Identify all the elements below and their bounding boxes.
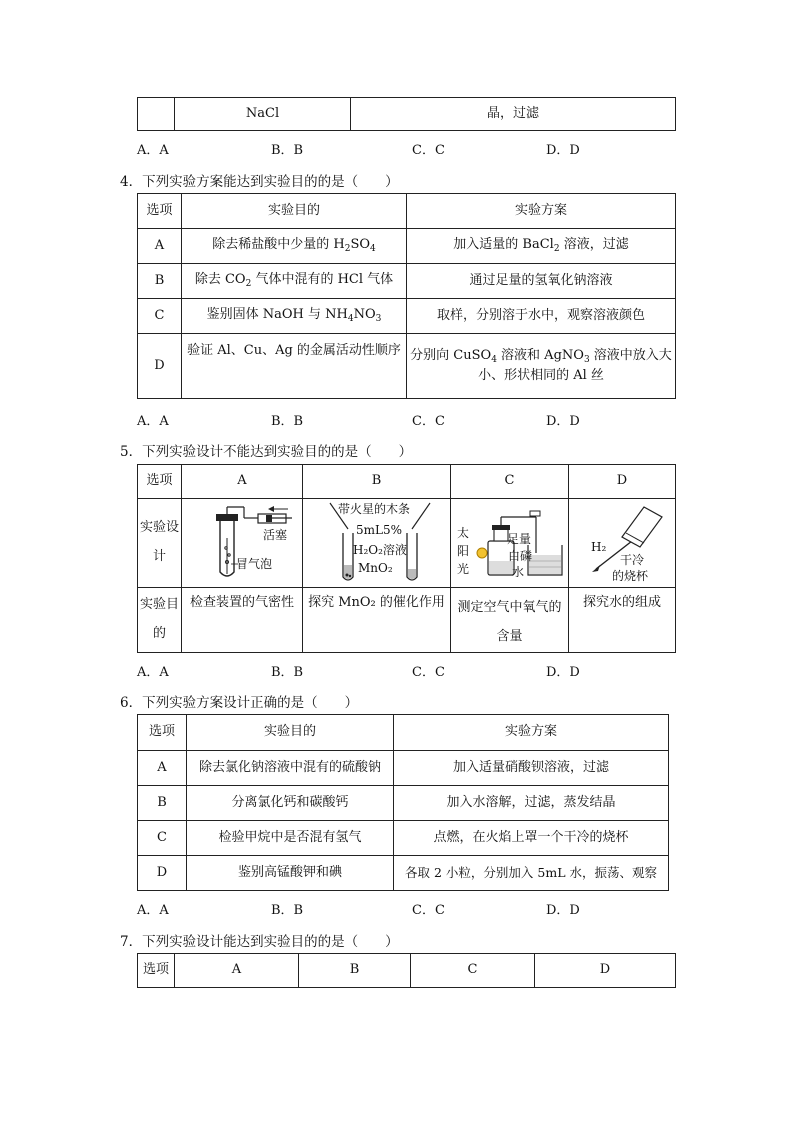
question-4-title: 4．下列实验方案能达到实验目的的是（ ） [120,174,399,190]
goal-cell: 检验甲烷中是否混有氢气 [187,821,394,856]
plan-cell: 点燃，在火焰上罩一个干冷的烧杯 [394,821,669,856]
subscript: 2 [344,243,351,254]
goal-cell [182,299,407,334]
subscript: 4 [347,313,354,324]
text-segment: 加入适量的 BaCl [453,236,554,252]
goal-cell: 除去氯化钠溶液中混有的硫酸钠 [187,751,394,786]
goal-cell: 探究 MnO₂ 的催化作用 [303,588,451,653]
text-segment: 溶液，过滤 [559,236,629,252]
option-a: A．A [137,143,169,158]
text-segment: 气体中混有的 HCl 气体 [251,271,394,287]
subscript: 4 [370,243,376,254]
label-h2: H₂ [591,540,607,554]
figure-a-airtightness [196,500,296,586]
label-beaker: 的烧杯 [612,569,649,583]
table-row [138,751,669,786]
table-row [138,98,676,131]
goal-cell: 鉴别高锰酸钾和碘 [187,856,394,891]
table-header-row [138,954,676,988]
text-segment: 鉴别固体 NaOH 与 NH [206,306,348,322]
option-cell: A [138,229,182,264]
option-b: B．B [271,903,304,918]
table-row [138,588,676,653]
subscript: 2 [245,278,252,289]
text-segment: 分别向 CuSO [410,347,492,363]
plan-cell [407,334,676,399]
option-b: B．B [271,665,304,680]
plan-cell [407,229,676,264]
option-d: D．D [546,903,580,918]
subscript: 3 [583,354,590,365]
goal-cell: 验证 Al、Cu、Ag 的金属活动性顺序 [182,334,407,399]
question-6-title: 6．下列实验方案设计正确的是（ ） [120,695,359,711]
table-cell: NaCl [175,98,351,131]
goal-cell: 测定空气中氧气的含量 [451,588,569,653]
option-d: D．D [546,665,580,680]
label-sun-2: 阳 [457,544,470,558]
text-segment: 除去 CO [194,271,246,287]
plan-cell: 通过足量的氢氧化钠溶液 [407,264,676,299]
goal-cell: 分离氯化钙和碳酸钙 [187,786,394,821]
table-row [138,821,669,856]
table-header-row [138,194,676,229]
option-cell: A [138,751,187,786]
header-cell: C [411,954,535,988]
table-row [138,229,676,264]
label-white-phosphorus: 白磷 [508,549,533,563]
label-mno2: MnO₂ [358,561,393,575]
option-cell: B [138,786,187,821]
question-5-title: 5．下列实验设计不能达到实验目的的是（ ） [120,444,413,460]
option-d: D．D [546,143,580,158]
label-sun-3: 光 [457,562,470,576]
option-a: A．A [137,665,169,680]
table-row [138,264,676,299]
option-cell: D [138,334,182,399]
header-cell: 实验目的 [187,715,394,751]
text-segment: 溶液中放入大小、形状相同的 Al 丝 [478,347,672,383]
table-cell [138,98,175,131]
option-cell: C [138,821,187,856]
text-segment: 除去稀盐酸中少量的 H [212,236,345,252]
option-cell: C [138,299,182,334]
header-cell: A [175,954,299,988]
header-cell: 实验方案 [407,194,676,229]
label-h2o2: H₂O₂溶液 [353,543,407,557]
option-b: B．B [271,143,304,158]
header-cell: 实验目的 [182,194,407,229]
subscript: 4 [491,354,497,365]
option-c: C．C [412,903,445,918]
text-segment: 溶液和 AgNO [496,347,584,363]
header-cell: 选项 [138,954,175,988]
top-table [137,97,676,131]
header-cell: 选项 [138,715,187,751]
label-water: 水 [512,565,525,579]
header-cell: B [299,954,411,988]
question-4-table [137,193,676,399]
label-piston: 活塞 [263,528,288,542]
table-header-row [138,715,669,751]
text-segment: SO [350,236,371,252]
option-c: C．C [412,143,445,158]
option-d: D．D [546,414,580,429]
label-volume: 5mL5% [356,523,403,537]
label-excess: 足量 [507,532,532,546]
label-glowing-splint: 带火星的木条 [338,502,411,516]
option-a: A．A [137,414,169,429]
plan-cell: 加入水溶解，过滤，蒸发结晶 [394,786,669,821]
option-cell: D [138,856,187,891]
table-header-row [138,465,676,499]
subscript: 3 [375,313,382,324]
option-cell: B [138,264,182,299]
label-sun-1: 太 [457,526,470,540]
label-dry-cold: 干冷 [620,553,645,567]
question-7-title: 7．下列实验设计能达到实验目的的是（ ） [120,934,399,950]
table-row [138,334,676,399]
header-cell: 选项 [138,465,182,499]
row-label-cell: 实验设计 [138,499,182,588]
plan-cell: 取样，分别溶于水中，观察溶液颜色 [407,299,676,334]
header-cell: C [451,465,569,499]
table-row [138,299,676,334]
header-cell: D [535,954,676,988]
label-bubbles: 冒气泡 [236,557,273,571]
question-7-table [137,953,676,988]
header-cell: A [182,465,303,499]
header-cell: 选项 [138,194,182,229]
goal-cell: 检查装置的气密性 [182,588,303,653]
plan-cell: 加入适量硝酸钡溶液，过滤 [394,751,669,786]
table-row [138,786,669,821]
table-row [138,856,669,891]
header-cell: B [303,465,451,499]
question-6-table [137,714,669,891]
option-b: B．B [271,414,304,429]
row-label-cell: 实验目的 [138,588,182,653]
goal-cell [182,264,407,299]
option-c: C．C [412,665,445,680]
table-cell: 晶，过滤 [351,98,676,131]
option-a: A．A [137,903,169,918]
plan-cell: 各取 2 小粒，分别加入 5mL 水，振荡、观察 [394,856,669,891]
header-cell: 实验方案 [394,715,669,751]
goal-cell: 探究水的组成 [569,588,676,653]
subscript: 2 [553,243,560,254]
header-cell: D [569,465,676,499]
text-segment: NO [353,306,376,322]
goal-cell [182,229,407,264]
option-c: C．C [412,414,445,429]
